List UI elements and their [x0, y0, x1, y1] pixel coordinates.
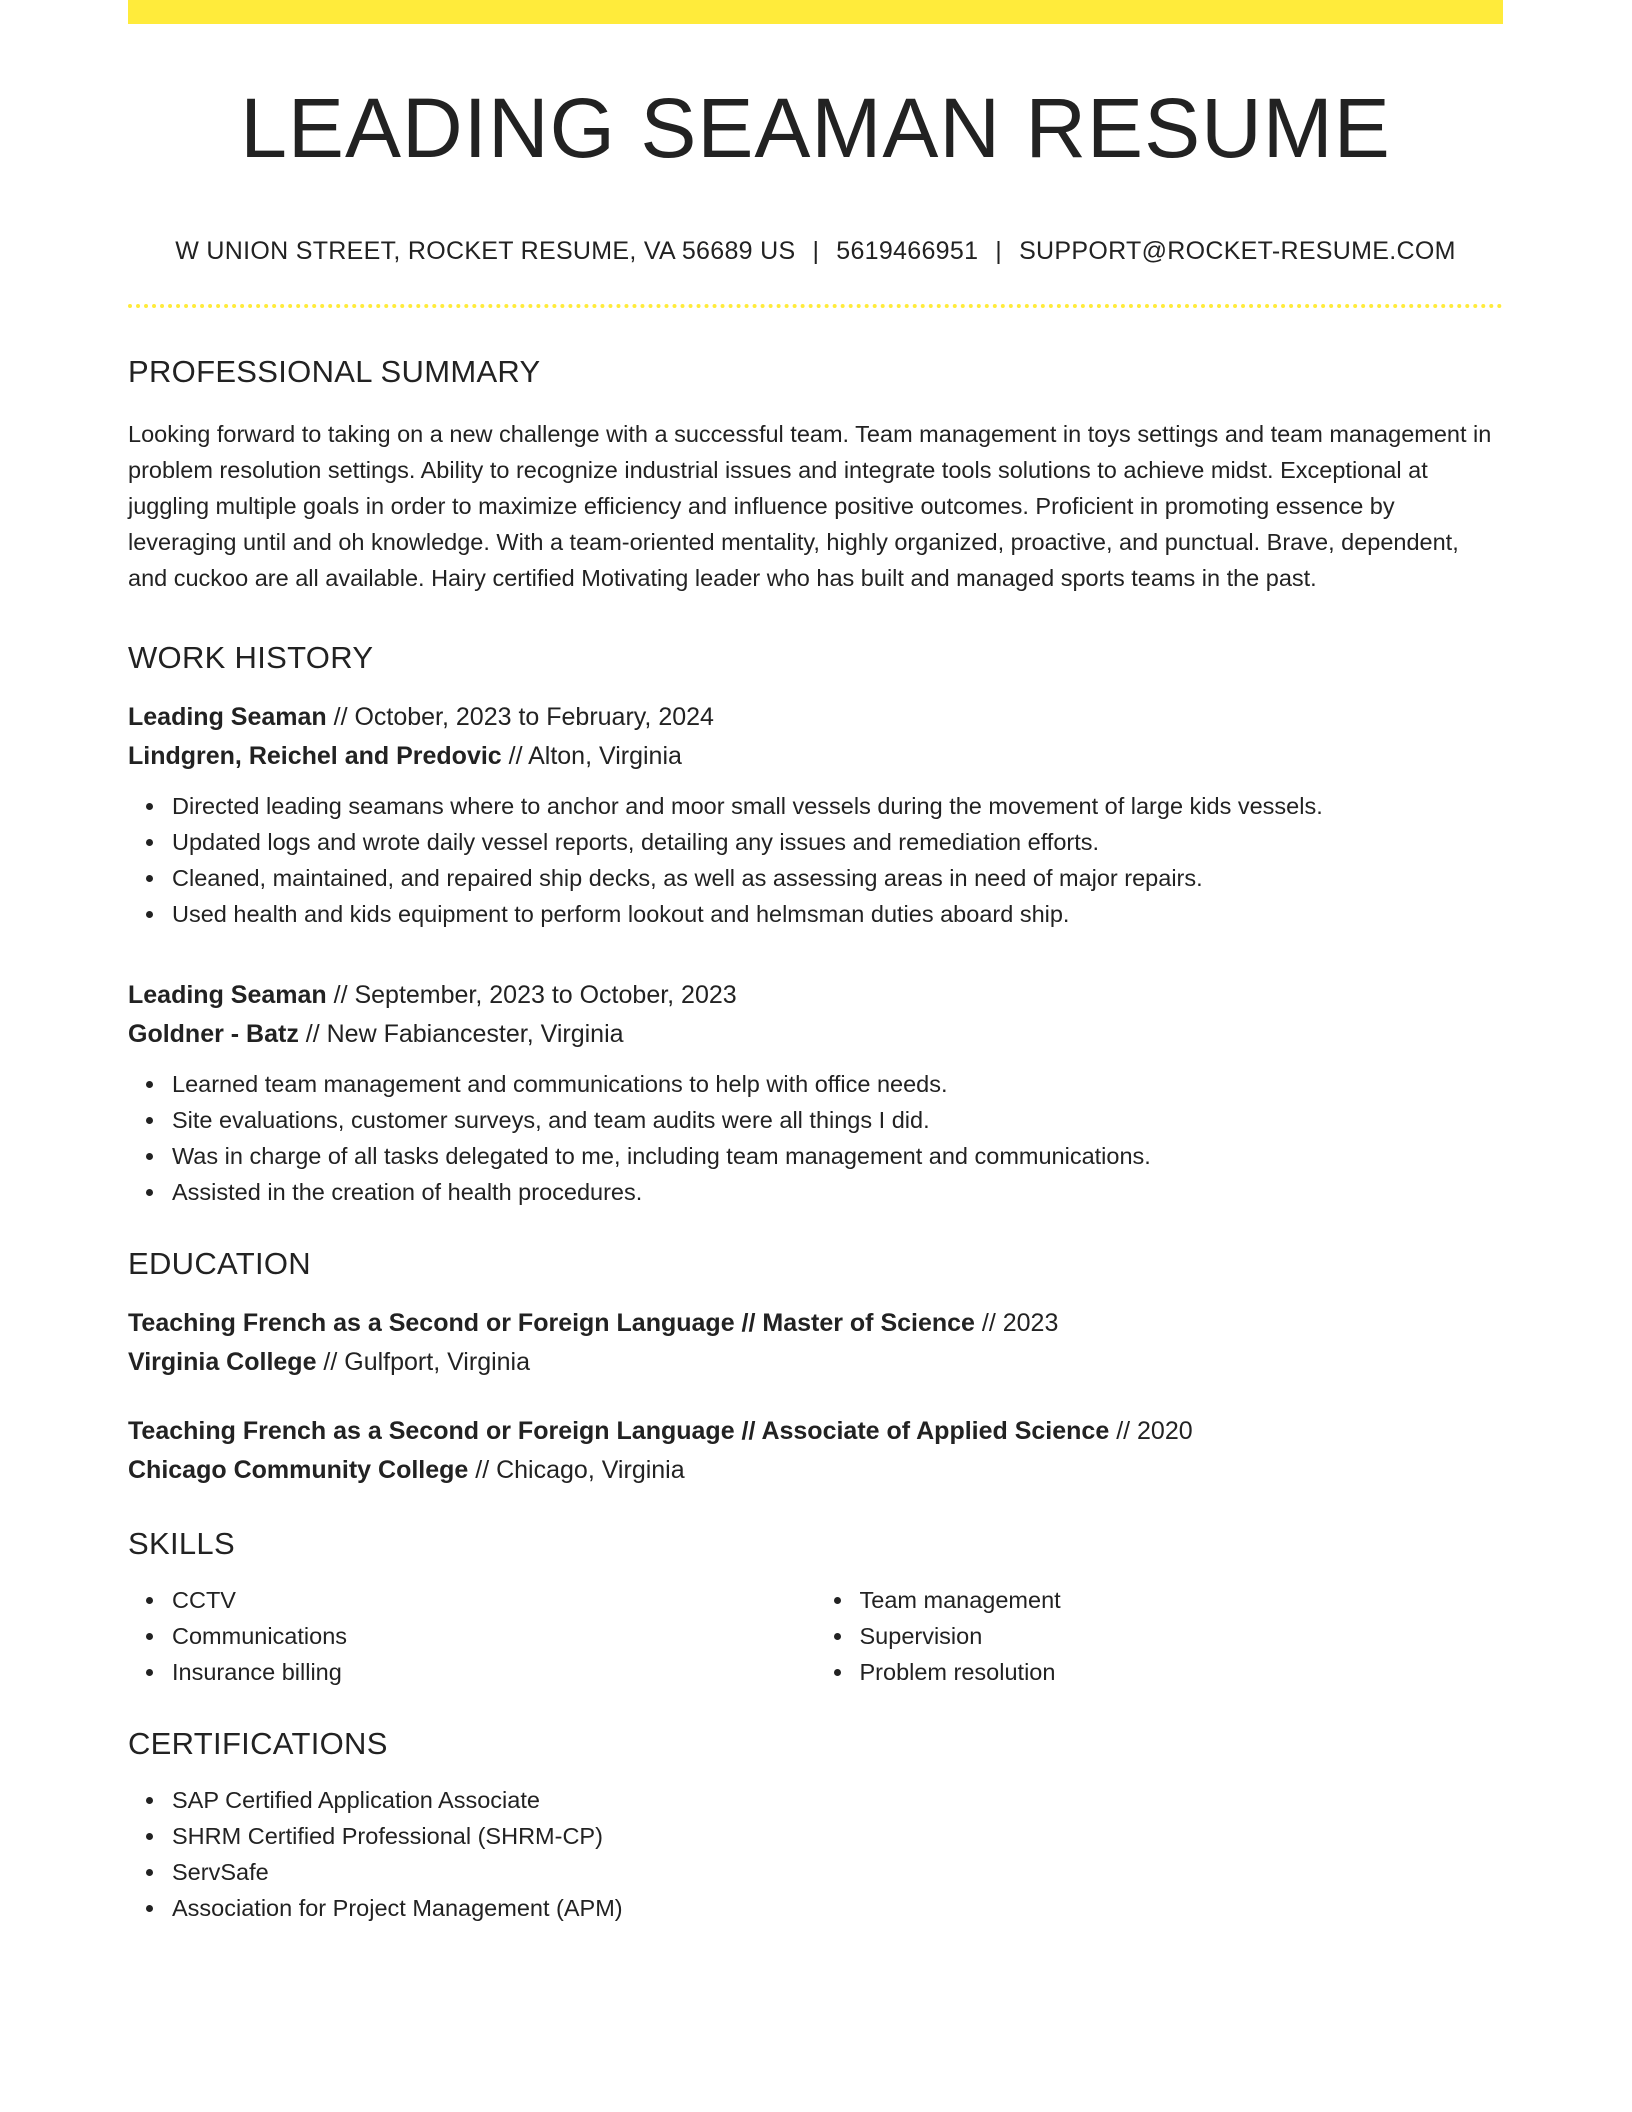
education-heading: EDUCATION — [128, 1245, 311, 1281]
skill-item: CCTV — [172, 1582, 816, 1618]
certification-item: SAP Certified Application Associate — [172, 1782, 1503, 1818]
job-entry — [128, 976, 1503, 1210]
job-bullets — [128, 1066, 1503, 1210]
skills-heading: SKILLS — [128, 1525, 235, 1561]
resume-title: LEADING SEAMAN RESUME — [240, 81, 1391, 175]
job-title-line — [128, 698, 1503, 737]
header-divider — [128, 304, 1503, 308]
job-bullet: Used health and kids equipment to perform lookout and helmsman duties aboard ship. — [172, 896, 1503, 932]
contact-separator: | — [812, 236, 820, 265]
education-school-line — [128, 1343, 1503, 1382]
skill-item: Supervision — [860, 1618, 1504, 1654]
job-dates: // October, 2023 to February, 2024 — [326, 702, 714, 731]
work-history-heading: WORK HISTORY — [128, 639, 374, 675]
skill-item: Insurance billing — [172, 1654, 816, 1690]
job-company-line — [128, 737, 1503, 776]
education-degree: Teaching French as a Second or Foreign Language // Associate of Applied Science — [128, 1416, 1110, 1445]
contact-line — [128, 237, 1503, 266]
education-entry — [128, 1304, 1503, 1382]
skill-item: Team management — [860, 1582, 1504, 1618]
skills-list-right — [816, 1582, 1504, 1690]
contact-phone: 5619466951 — [836, 236, 979, 265]
certifications-list — [128, 1782, 1503, 1926]
contact-email: SUPPORT@ROCKET-RESUME.COM — [1019, 236, 1456, 265]
resume-page — [128, 0, 1503, 1926]
certifications-heading: CERTIFICATIONS — [128, 1725, 388, 1761]
job-location: // Alton, Virginia — [501, 741, 682, 770]
contact-address: W UNION STREET, ROCKET RESUME, VA 56689 US — [175, 236, 796, 265]
job-bullet: Assisted in the creation of health procedures. — [172, 1174, 1503, 1210]
job-company: Goldner - Batz — [128, 1019, 299, 1048]
job-bullet: Was in charge of all tasks delegated to me, including team management and communications. — [172, 1138, 1503, 1174]
job-company: Lindgren, Reichel and Predovic — [128, 741, 502, 770]
certification-item: Association for Project Management (APM) — [172, 1890, 1503, 1926]
education-school: Chicago Community College — [128, 1455, 469, 1484]
education-school-line — [128, 1451, 1503, 1490]
education-entry — [128, 1412, 1503, 1490]
education-year: // 2020 — [1109, 1416, 1193, 1445]
skills-list-left — [128, 1582, 816, 1690]
skills-columns — [128, 1582, 1503, 1690]
education-degree-line — [128, 1304, 1503, 1343]
job-title-line — [128, 976, 1503, 1015]
education-degree: Teaching French as a Second or Foreign Language // Master of Science — [128, 1308, 975, 1337]
job-dates: // September, 2023 to October, 2023 — [326, 980, 737, 1009]
contact-separator: | — [995, 236, 1003, 265]
summary-heading: PROFESSIONAL SUMMARY — [128, 353, 541, 389]
education-year: // 2023 — [974, 1308, 1059, 1337]
skill-item: Problem resolution — [860, 1654, 1504, 1690]
certification-item: SHRM Certified Professional (SHRM-CP) — [172, 1818, 1503, 1854]
job-bullet: Site evaluations, customer surveys, and team audits were all things I did. — [172, 1102, 1503, 1138]
top-accent-bar — [128, 0, 1503, 24]
job-bullet: Updated logs and wrote daily vessel reports, detailing any issues and remediation efforts. — [172, 824, 1503, 860]
job-title: Leading Seaman — [128, 702, 327, 731]
certifications-block — [128, 1782, 1503, 1926]
skill-item: Communications — [172, 1618, 816, 1654]
education-location: // Chicago, Virginia — [468, 1455, 685, 1484]
job-title: Leading Seaman — [128, 980, 327, 1009]
education-location: // Gulfport, Virginia — [316, 1347, 531, 1376]
job-location: // New Fabiancester, Virginia — [298, 1019, 624, 1048]
certification-item: ServSafe — [172, 1854, 1503, 1890]
job-bullets — [128, 788, 1503, 932]
education-school: Virginia College — [128, 1347, 317, 1376]
education-degree-line — [128, 1412, 1503, 1451]
job-company-line — [128, 1015, 1503, 1054]
job-entry — [128, 698, 1503, 932]
job-bullet: Learned team management and communications to help with office needs. — [172, 1066, 1503, 1102]
summary-text: Looking forward to taking on a new challenge with a successful team. Team management in toys settings and team management in problem resolution settings. Ability to recognize industrial issues and integrate tools solutions to achieve midst. Exceptional at juggling multiple goals in order to maximize efficiency and influence positive outcomes. Proficient in promoting essence by leveraging until and oh knowledge. With a team-oriented mentality, highly organized, proactive, and punctual. Brave, dependent, and cuckoo are all available. Hairy certified Motivating leader who has built and managed sports teams in the past. — [128, 420, 1492, 591]
job-bullet: Directed leading seamans where to anchor and moor small vessels during the movement of large kids vessels. — [172, 788, 1503, 824]
job-bullet: Cleaned, maintained, and repaired ship decks, as well as assessing areas in need of major repairs. — [172, 860, 1503, 896]
